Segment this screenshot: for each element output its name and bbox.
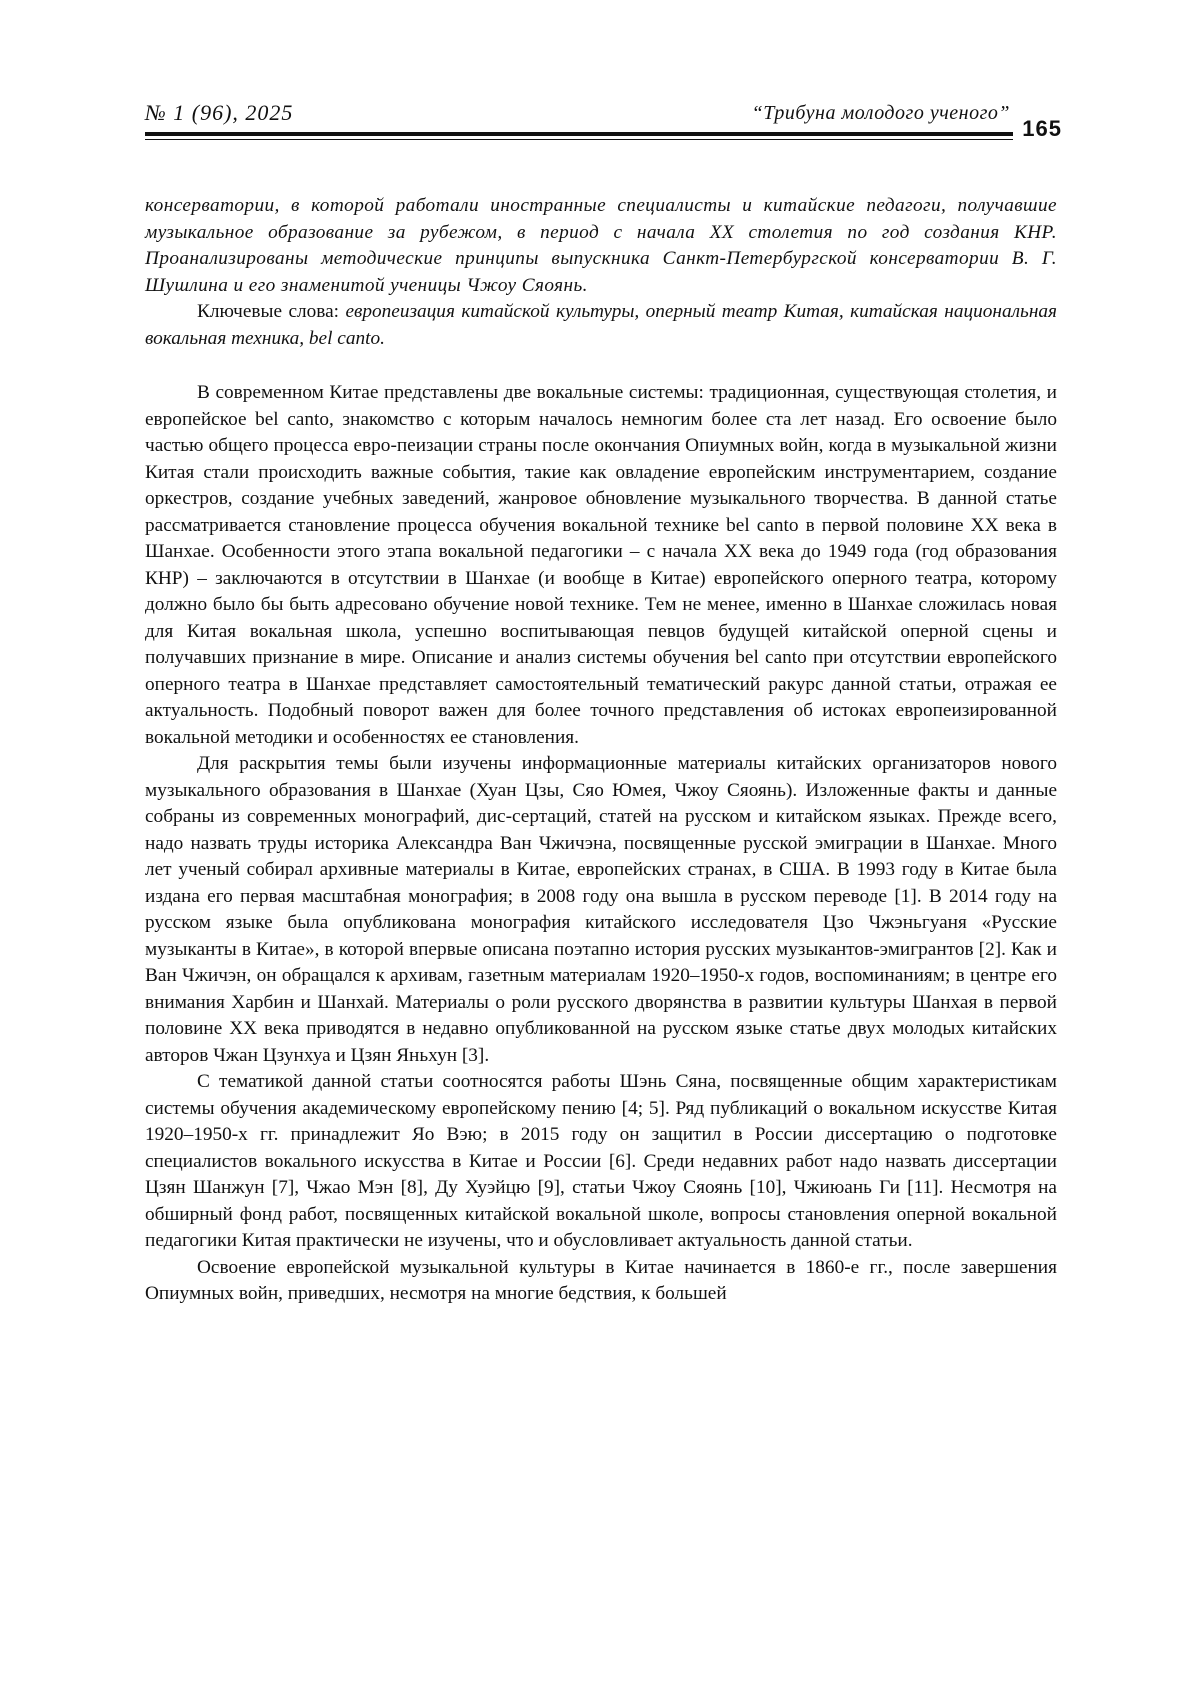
abstract-continuation: консерватории, в которой работали иностранные специалисты и китайские педагоги, получавшие музыкальное образование за рубежом, в период с начала XX столетия по год создания КНР. Проанализированы методические принципы выпускника Санкт-Петербургской консерватории В. Г. Шушлина и его знаменитой ученицы Чжоу Сяоянь. <box>145 193 1057 299</box>
issue-number: № 1 (96), 2025 <box>145 100 293 126</box>
header-rule-thin <box>145 139 1013 140</box>
header-rule-thick <box>145 132 1013 136</box>
body-paragraph-3: С тематикой данной статьи соотносятся работы Шэнь Сяна, посвященные общим характеристикам системы обучения академическому европейскому пению [4; 5]. Ряд публикаций о вокальном искусстве Китая 1920–1950-х гг. принадлежит Яо Вэю; в 2015 году он защитил в России диссертацию о подготовке специалистов вокального искусства в Китае и России [6]. Среди недавних работ надо назвать диссертации Цзян Шанжун [7], Чжао Мэн [8], Ду Хуэйцю [9], статьи Чжоу Сяоянь [10], Чжиюань Ги [11]. Несмотря на обширный фонд работ, посвященных китайской вокальной школе, вопросы становления оперной вокальной педагогики Китая практически не изучены, что и обусловливает актуальность данной статьи. <box>145 1069 1057 1255</box>
running-header <box>145 100 1060 140</box>
keywords-label: Ключевые слова: <box>197 301 339 322</box>
keywords-list: европеизация китайской культуры, оперный театр Китая, китайская национальная вокальная техника, bel canto. <box>145 301 1057 349</box>
article-text <box>145 193 1057 1308</box>
body-paragraph-1: В современном Китае представлены две вокальные системы: традиционная, существующая столетия, и европейское bel canto, знакомство с которым началось немногим более ста лет назад. Его освоение было частью общего процесса евро-пеизации страны после окончания Опиумных войн, когда в музыкальной жизни Китая стали происходить важные события, такие как овладение европейским инструментарием, создание оркестров, создание учебных заведений, жанровое обновление музыкального творчества. В данной статье рассматривается становление процесса обучения вокальной технике bel canto в первой половине XX века в Шанхае. Особенности этого этапа вокальной педагогики – с начала XX века до 1949 года (год образования КНР) – заключаются в отсутствии в Шанхае (и вообще в Китае) европейского оперного театра, которому должно было бы быть адресовано обучение новой технике. Тем не менее, именно в Шанхае сложилась новая для Китая вокальная школа, успешно воспитывающая певцов будущей китайской оперной сцены и получавших признание в мире. Описание и анализ системы обучения bel canto при отсутствии европейского оперного театра в Шанхае представляет самостоятельный тематический ракурс данной статьи, отражая ее актуальность. Подобный поворот важен для более точного представления об истоках европеизированной вокальной методики и особенностях ее становления. <box>145 380 1057 751</box>
body-paragraph-4: Освоение европейской музыкальной культуры в Китае начинается в 1860-е гг., после завершения Опиумных войн, приведших, несмотря на многие бедствия, к большей <box>145 1255 1057 1308</box>
body-paragraph-2: Для раскрытия темы были изучены информационные материалы китайских организаторов нового музыкального образования в Шанхае (Хуан Цзы, Сяо Юмея, Чжоу Сяоянь). Изложенные факты и данные собраны из современных монографий, дис-сертаций, статей на русском и китайском языках. Прежде всего, надо назвать труды историка Александра Ван Чжичэна, посвященные русской эмиграции в Шанхае. Много лет ученый собирал архивные материалы в Китае, европейских странах, в США. В 1993 году в Китае была издана его первая масштабная монография; в 2008 году она вышла в русском переводе [1]. В 2014 году на русском языке была опубликована монография китайского исследователя Цзо Чжэньгуаня «Русские музыканты в Китае», в которой впервые описана поэтапно история русских музыкантов-эмигрантов [2]. Как и Ван Чжичэн, он обращался к архивам, газетным материалам 1920–1950-х годов, воспоминаниям; в центре его внимания Харбин и Шанхай. Материалы о роли русского дворянства в развитии культуры Шанхая в первой половине XX века приводятся в недавно опубликованной на русском языке статье двух молодых китайских авторов Чжан Цзунхуа и Цзян Яньхун [3]. <box>145 751 1057 1069</box>
page-number: 165 <box>1022 116 1062 142</box>
journal-title: “Трибуна молодого ученого” <box>752 102 1010 125</box>
section-gap <box>145 352 1057 380</box>
keywords-line <box>145 299 1057 352</box>
journal-page <box>0 0 1200 1698</box>
